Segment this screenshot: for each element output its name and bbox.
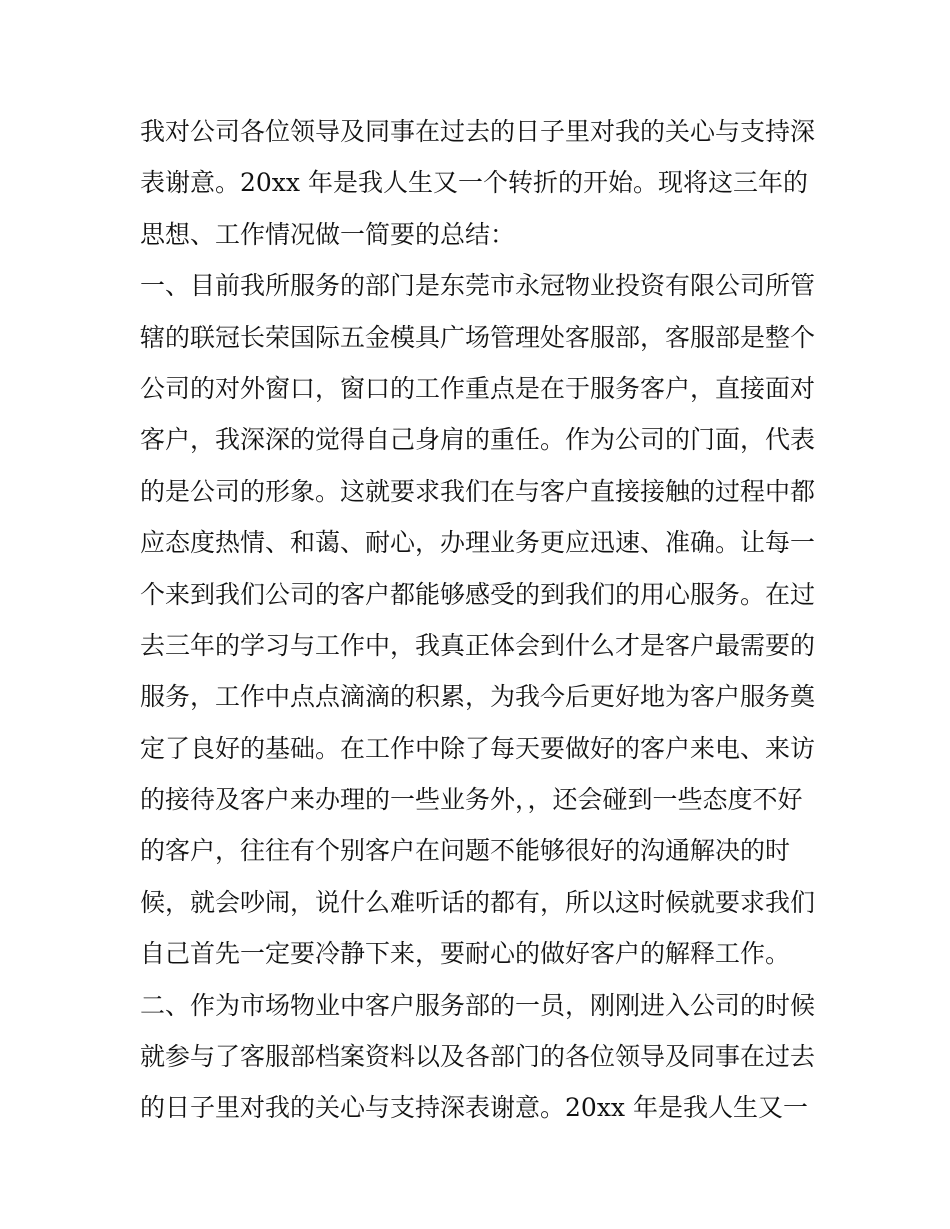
text-line: 的是公司的形象。这就要求我们在与客户直接接触的过程中都 — [140, 476, 816, 506]
text-line: 公司的对外窗口，窗口的工作重点是在于服务客户，直接面对 — [140, 373, 816, 403]
text-line: 候，就会吵闹，说什么难听话的都有，所以这时候就要求我们 — [140, 887, 816, 917]
text-line: 服务，工作中点点滴滴的积累，为我今后更好地为客户服务奠 — [140, 682, 816, 712]
text-line: 应态度热情、和蔼、耐心，办理业务更应迅速、准确。让每一 — [140, 528, 816, 558]
text-line: 自己首先一定要冷静下来，要耐心的做好客户的解释工作。 — [140, 939, 791, 969]
text-line: 思想、工作情况做一简要的总结： — [140, 219, 516, 249]
text-line: 二、作为市场物业中客户服务部的一员，刚刚进入公司的时候 — [140, 990, 816, 1020]
text-line: 的日子里对我的关心与支持深表谢意。20xx 年是我人生又一 — [140, 1093, 808, 1123]
text-line: 辖的联冠长荣国际五金模具广场管理处客服部，客服部是整个 — [140, 322, 816, 352]
text-line: 我对公司各位领导及同事在过去的日子里对我的关心与支持深 — [140, 117, 816, 146]
text-line: 个来到我们公司的客户都能够感受的到我们的用心服务。在过 — [140, 579, 816, 609]
text-line: 客户，我深深的觉得自己身肩的重任。作为公司的门面，代表 — [140, 425, 816, 455]
text-line: 去三年的学习与工作中，我真正体会到什么才是客户最需要的 — [140, 630, 816, 660]
document-body — [140, 106, 820, 1134]
text-line: 的接待及客户来办理的一些业务外，，还会碰到一些态度不好 — [140, 785, 803, 815]
text-line: 的客户，往往有个别客户在问题不能够很好的沟通解决的时 — [140, 836, 791, 866]
text-line: 表谢意。20xx 年是我人生又一个转折的开始。现将这三年的 — [140, 168, 808, 198]
text-line: 定了良好的基础。在工作中除了每天要做好的客户来电、来访 — [140, 733, 816, 763]
text-line: 一、目前我所服务的部门是东莞市永冠物业投资有限公司所管 — [140, 271, 816, 301]
text-line: 就参与了客服部档案资料以及各部门的各位领导及同事在过去 — [140, 1042, 816, 1072]
